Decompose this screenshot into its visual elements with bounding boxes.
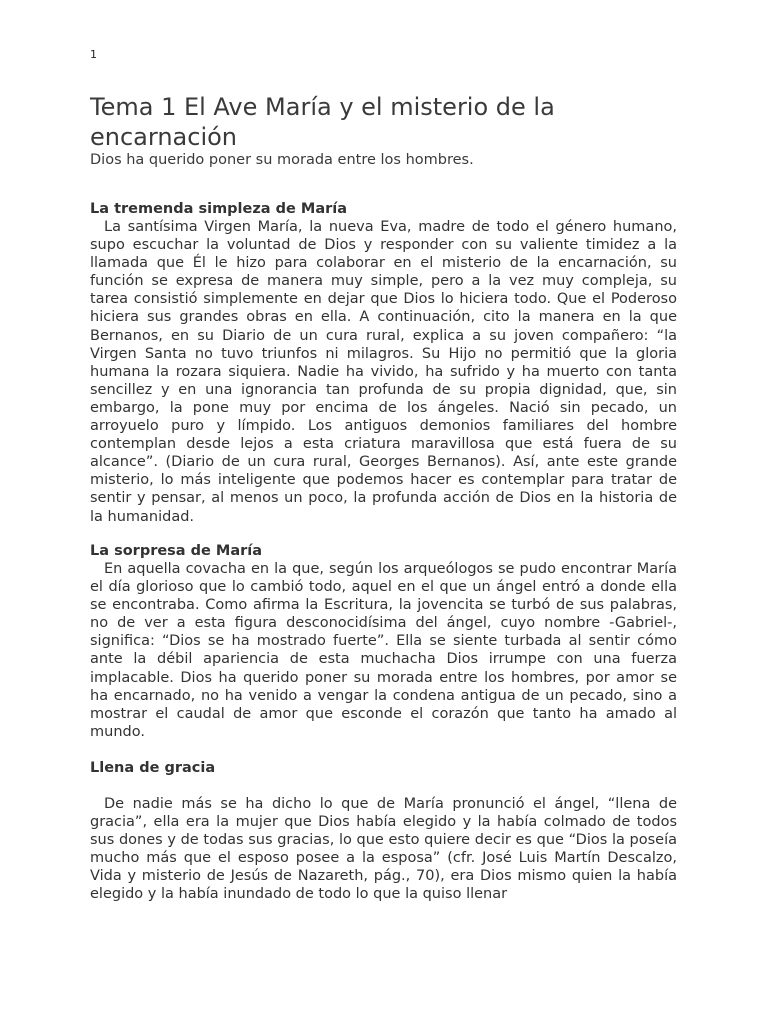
section-heading: La tremenda simpleza de María <box>90 201 348 217</box>
section-paragraph: La santísima Virgen María, la nueva Eva, madre de todo el género humano, supo escuchar la voluntad de Dios y responder con su valiente timidez a la llamada que Él le hizo para colaborar en el misterio de la encarnación, su función se expresa de manera muy simple, pero a la vez muy compleja, su tarea consistió simplemente en dejar que Dios lo hiciera todo. Que el Poderoso hiciera sus grandes obras en ella. A continuación, cito la manera en la que Bernanos, en su Diario de un cura rural, explica a su joven compañero: “la Virgen Santa no tuvo triunfos ni milagros. Su Hijo no permitió que la gloria humana la rozara siquiera. Nadie ha vivido, ha sufrido y ha muerto con tanta sencillez y en una ignorancia tan profunda de su propia dignidad, que, sin embargo, la pone muy por encima de los ángeles. Nació sin pecado, un arroyuelo puro y límpido. Los antiguos demonios familiares del hombre contemplan desde lejos a esta criatura maravillosa que está fuera de su alcance”. (Diario de un cura rural, Georges Bernanos). Así, ante este grande misterio, lo más inteligente que podemos hacer es contemplar para tratar de sentir y pensar, al menos un poco, la profunda acción de Dios en la historia de la humanidad. <box>90 219 677 525</box>
document-title: Tema 1 El Ave María y el misterio de la encarnación <box>90 93 555 151</box>
section-heading: La sorpresa de María <box>90 543 263 559</box>
page-number: 1 <box>90 48 97 61</box>
section-paragraph: En aquella covacha en la que, según los arqueólogos se pudo encontrar María el día glorioso que lo cambió todo, aquel en el que un ángel entró a donde ella se encontraba. Como afirma la Escritura, la jovencita se turbó de sus palabras, no de ver a esta figura desconocidísima del ángel, cuyo nombre -Gabriel-, significa: “Dios se ha mostrado fuerte”. Ella se siente turbada al sentir cómo ante la débil apariencia de esta muchacha Dios irrumpe con una fuerza implacable. Dios ha querido poner su morada entre los hombres, por amor se ha encarnado, no ha venido a vengar la condena antigua de un pecado, sino a mostrar el caudal de amor que esconde el corazón que tanto ha amado al mundo. <box>90 561 677 740</box>
section-sorpresa <box>90 542 677 741</box>
section-paragraph: De nadie más se ha dicho lo que de María pronunció el ángel, “llena de gracia”, ella era la mujer que Dios había elegido y la había colmado de todos sus dones y de todas sus gracias, lo que esto quiere decir es que “Dios la poseía mucho más que el esposo posee a la esposa” (cfr. José Luis Martín Descalzo, Vida y misterio de Jesús de Nazareth, pág., 70), era Dios mismo quien la había elegido y la había inundado de todo lo que la quiso llenar <box>90 796 677 903</box>
section-simpleza <box>90 200 677 526</box>
section-heading: Llena de gracia <box>90 760 216 776</box>
document-subtitle: Dios ha querido poner su morada entre los hombres. <box>90 152 474 168</box>
section-llena-de-gracia <box>90 759 677 904</box>
